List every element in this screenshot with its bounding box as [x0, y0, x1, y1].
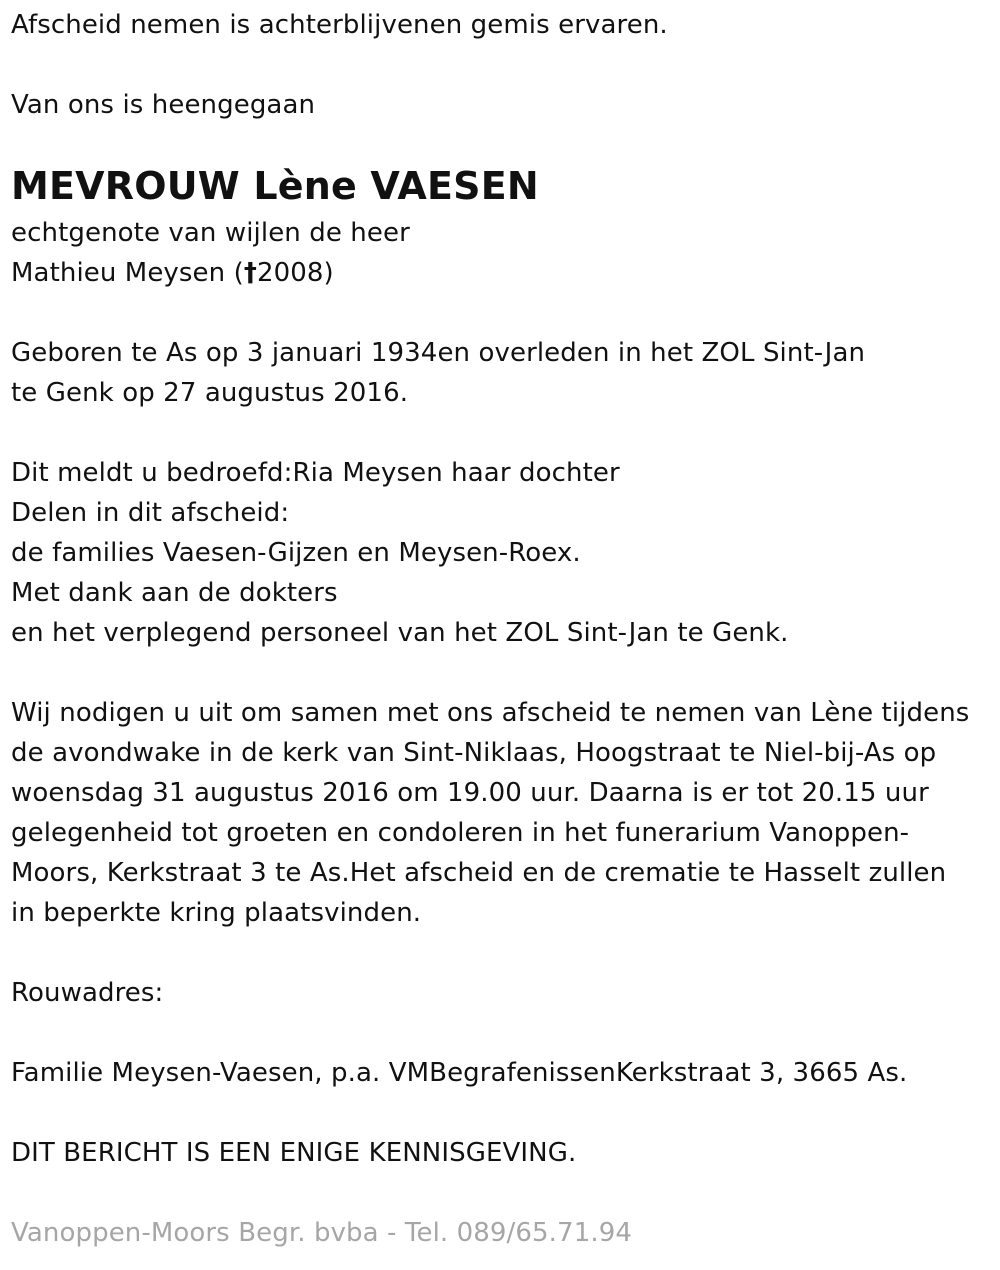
birth-death-line-1: Geboren te As op 3 januari 1934en overleden in het ZOL Sint-Jan [11, 338, 866, 368]
family-line: de families Vaesen-Gijzen en Meysen-Roex. [11, 538, 581, 568]
ceremony-line: gelegenheid tot groeten en condoleren in het funerarium Vanoppen- [11, 818, 910, 848]
ceremony-line: de avondwake in de kerk van Sint-Niklaas, Hoogstraat te Niel-bij-As op [11, 738, 937, 768]
family-line: Dit meldt u bedroefd:Ria Meysen haar dochter [11, 458, 620, 488]
ceremony-line: Moors, Kerkstraat 3 te As.Het afscheid en de crematie te Hasselt zullen [11, 858, 947, 888]
relation-line: echtgenote van wijlen de heer [11, 218, 410, 248]
notice-line: DIT BERICHT IS EEN ENIGE KENNISGEVING. [11, 1138, 577, 1168]
ceremony-line: in beperkte kring plaatsvinden. [11, 898, 422, 928]
cross-icon: † [243, 258, 257, 288]
ceremony-line: woensdag 31 augustus 2016 om 19.00 uur. Daarna is er tot 20.15 uur [11, 778, 929, 808]
spouse-line [11, 253, 334, 293]
ceremony-line: Wij nodigen u uit om samen met ons afscheid te nemen van Lène tijdens [11, 698, 970, 728]
intro-line-1: Afscheid nemen is achterblijvenen gemis ervaren. [11, 10, 668, 40]
spouse-suffix: 2008) [256, 258, 334, 288]
footer-contact: Vanoppen-Moors Begr. bvba - Tel. 089/65.71.94 [11, 1218, 632, 1248]
family-line: Delen in dit afscheid: [11, 498, 290, 528]
intro-line-2: Van ons is heengegaan [11, 90, 316, 120]
address-value: Familie Meysen-Vaesen, p.a. VMBegrafenissenKerkstraat 3, 3665 As. [11, 1058, 908, 1088]
deceased-name: MEVROUW Lène VAESEN [11, 164, 539, 208]
spouse-prefix: Mathieu Meysen ( [11, 258, 244, 288]
family-line: Met dank aan de dokters [11, 578, 338, 608]
birth-death-line-2: te Genk op 27 augustus 2016. [11, 378, 409, 408]
family-line: en het verplegend personeel van het ZOL Sint-Jan te Genk. [11, 618, 789, 648]
address-label: Rouwadres: [11, 978, 164, 1008]
